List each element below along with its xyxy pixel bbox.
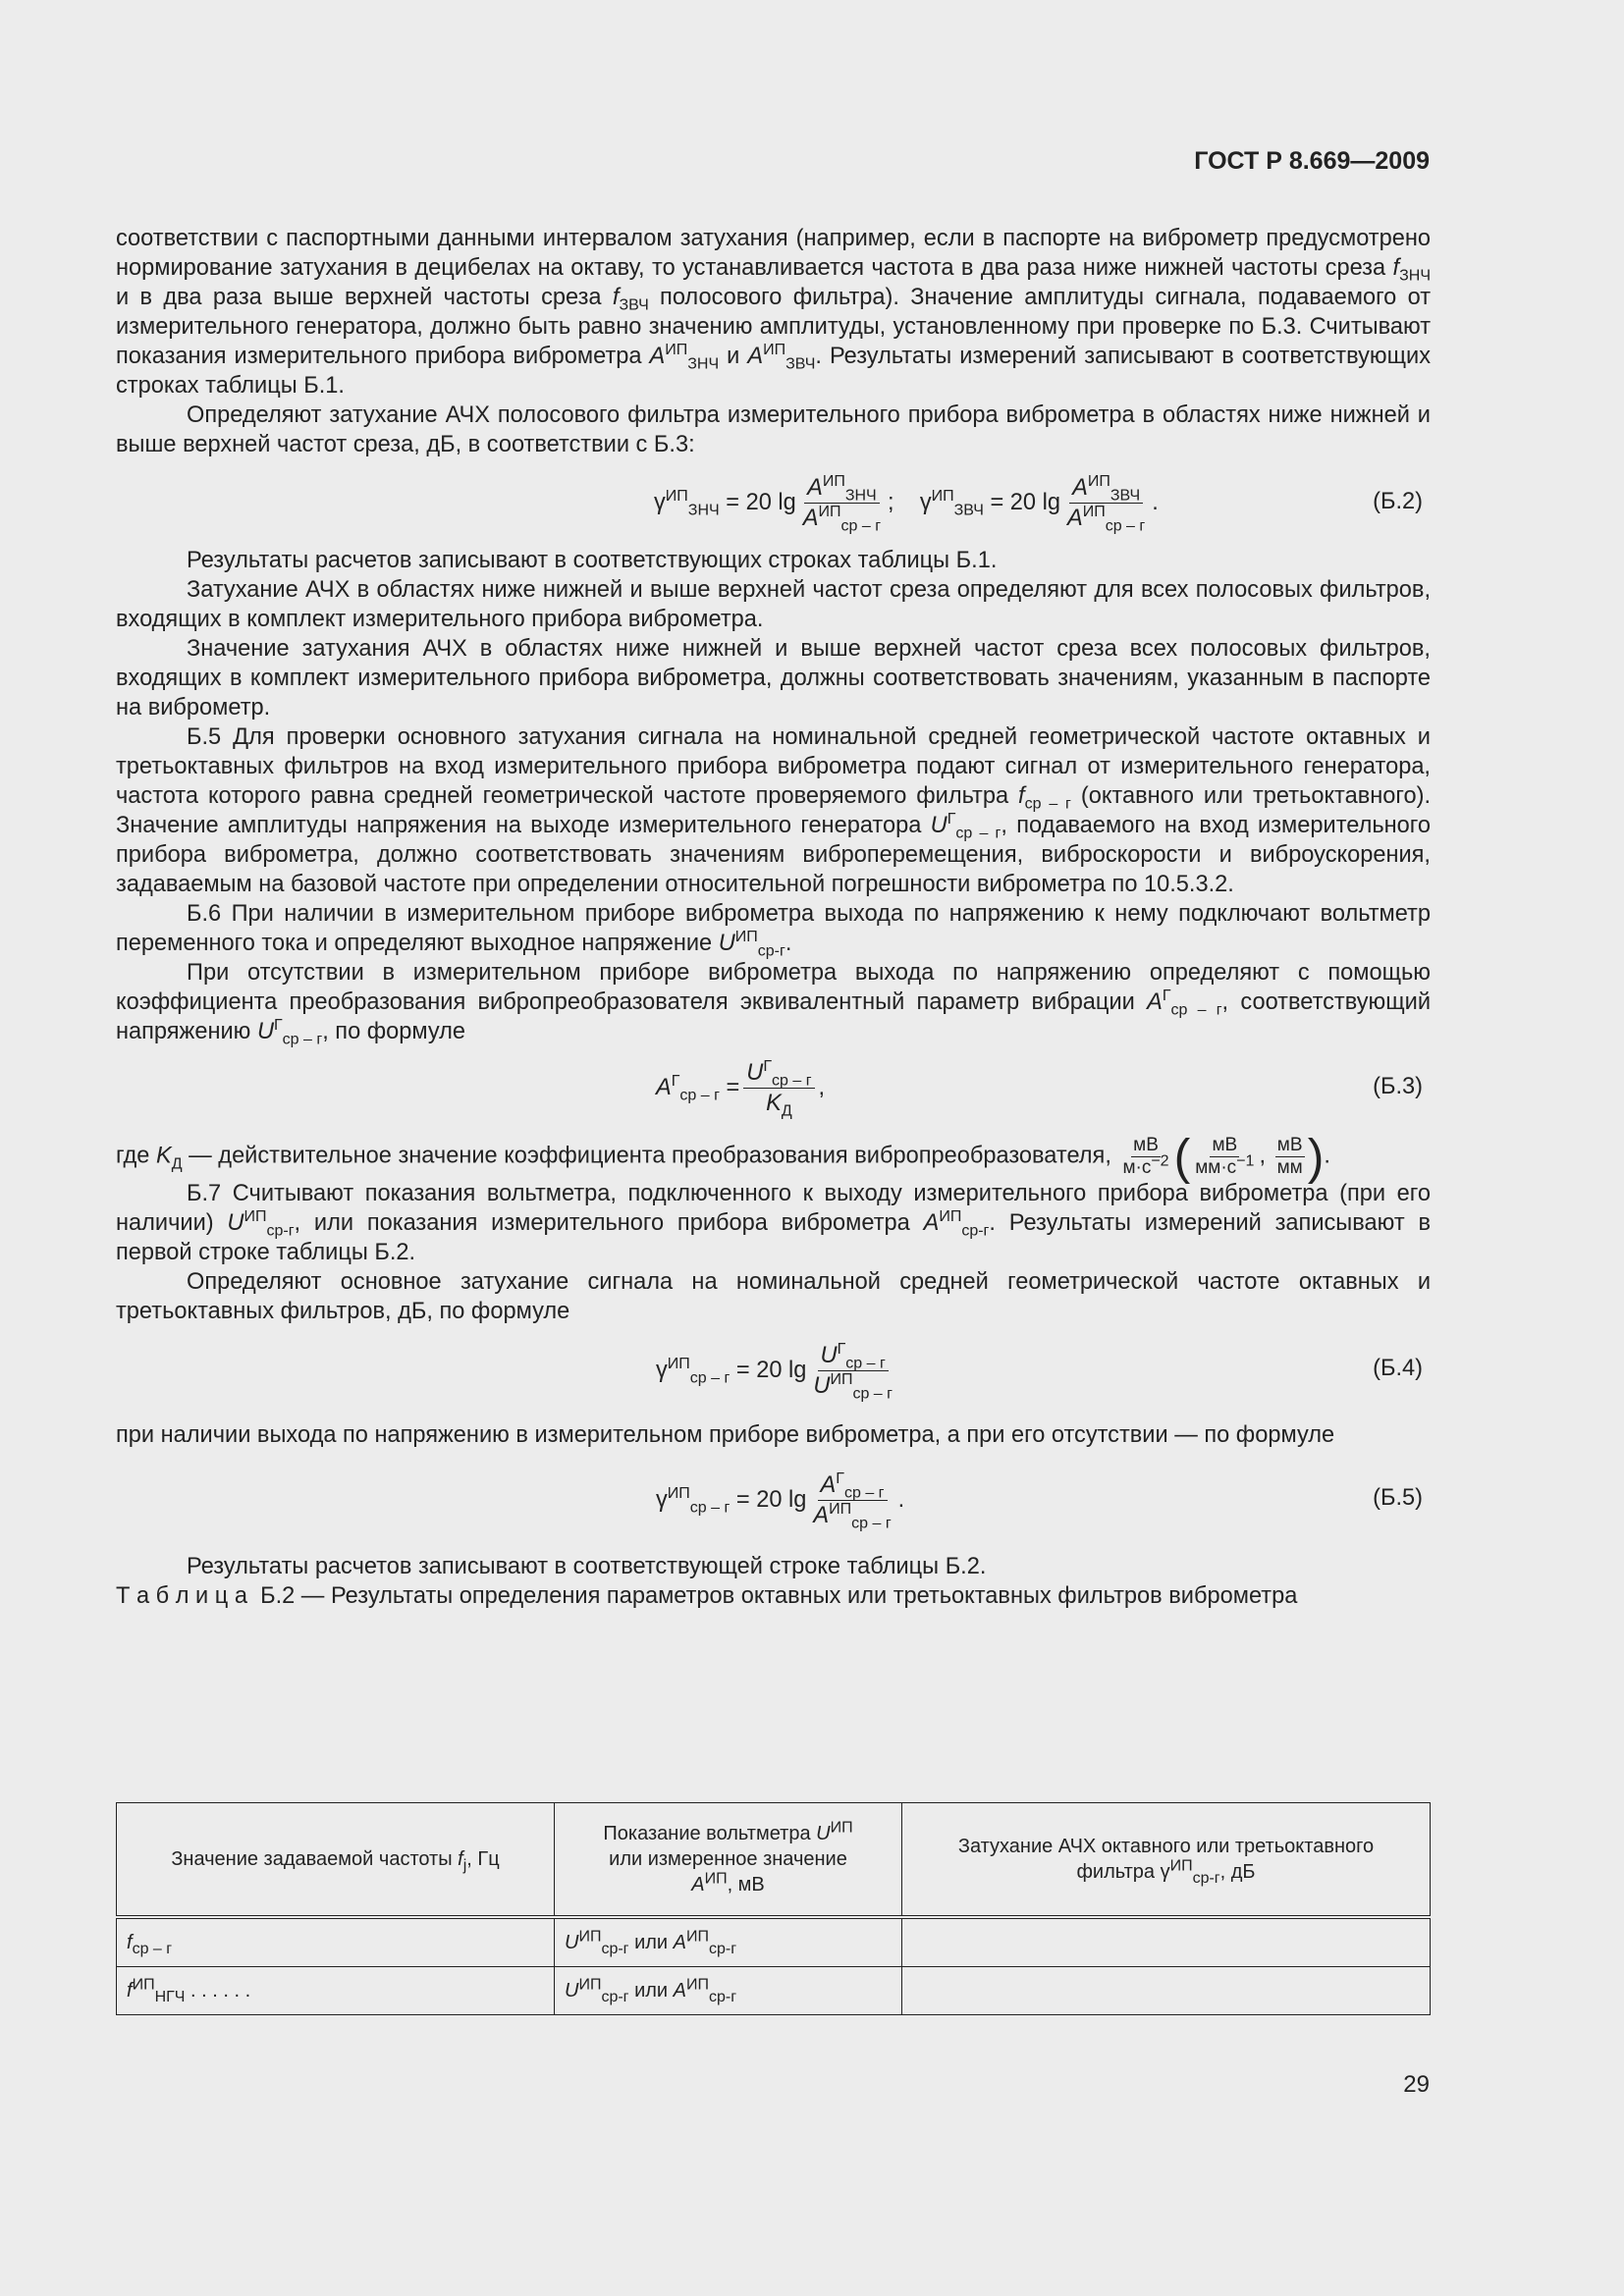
paragraph: Затухание АЧХ в областях ниже нижней и выше верхней частот среза определяют для всех полосовых фильтров, входящих в комплект измерительного прибора виброметра. — [116, 577, 1431, 632]
page-number: 29 — [1403, 2071, 1430, 2098]
paragraph: Значение затухания АЧХ в областях ниже нижней и выше верхней частот среза всех полосовых фильтров, входящих в комплект измерительного прибора виброметра, должны соответствовать значениям, указанным в паспорте на виброметр. — [116, 636, 1431, 721]
formula-number: (Б.5) — [1373, 1485, 1423, 1511]
formula-number: (Б.2) — [1373, 489, 1423, 514]
formula-b5: $\gamma^{ИП}_{ср - г}$ = 20 lg $\frac{A^Г_{ср - г}}{A^{ИП}_{ср - г}}$ . (Б.5) — [656, 1469, 1423, 1532]
paragraph: Б.5 Для проверки основного затухания сигнала на номинальной средней геометрической частоте октавных и третьоктавных фильтров на вход измерительного прибора виброметра подают сигнал от измерительного генератора, частота которого равна средней геометрической частоте проверяемого фильтра $f_{ср - г}$ (октавного или третьоктавного). Значение амплитуды напряжения на выходе измерительного генератора $U^Г_{ср - г}$, подаваемого на вход измерительного прибора виброметра, должно соответствовать значениям виброперемещения, виброскорости и виброускорения, задаваемым на базовой частоте при определении относительной погрешности виброметра по 10.5.3.2. — [116, 724, 1432, 897]
paragraph: Определяют затухание АЧХ полосового фильтра измерительного прибора виброметра в областях ниже нижней и выше верхней частот среза, дБ, в соответствии с Б.3: — [116, 402, 1431, 457]
table-cell: $f^{ИП}_{НГЧ}$ . . . . . . — [117, 1967, 555, 2015]
table-row — [117, 1967, 1431, 2015]
paragraph: Результаты расчетов записывают в соответствующих строках таблицы Б.1. — [187, 548, 998, 573]
table-cell: $U^{ИП}_{ср-г}$ или $A^{ИП}_{ср-г}$ — [555, 1917, 902, 1967]
paragraph: Определяют основное затухание сигнала на номинальной средней геометрической частоте октавных и третьоктавных фильтров, дБ, по формуле — [116, 1269, 1431, 1324]
results-table — [116, 1802, 1431, 2015]
table-cell — [902, 1967, 1431, 2015]
formula-b3: $A^Г_{ср - г}$ = $\frac{U^Г_{ср - г}}{K_Д}$ , (Б.3) — [656, 1057, 1423, 1120]
formula-number: (Б.4) — [1373, 1356, 1423, 1381]
document-header: ГОСТ Р 8.669—2009 — [1194, 147, 1430, 175]
paragraph: при наличии выхода по напряжению в измерительном приборе виброметра, а при его отсутствии — по формуле — [116, 1422, 1335, 1448]
table-header-cell: Показание вольтметра $U^{ИП}$ или измеренное значение $A^{ИП}$, мВ — [555, 1803, 902, 1918]
paragraph: соответствии с паспортными данными интервалом затухания (например, если в паспорте на виброметр предусмотрено нормирование затухания в децибелах на октаву, то устанавливается частота в два раза ниже нижней частоты среза $f_{ЗНЧ}$ и в два раза выше верхней частоты среза $f_{ЗВЧ}$ полосового фильтра). Значение амплитуды сигнала, подаваемого от измерительного генератора, должно быть равно значению амплитуды, установленному при проверке по Б.3. Считывают показания измерительного прибора виброметра $A^{ИП}_{ЗНЧ}$ и $A^{ИП}_{ЗВЧ}$. Результаты измерений записывают в соответствующих строках таблицы Б.1. — [116, 226, 1432, 399]
table-header-cell: Затухание АЧХ октавного или третьоктавного фильтра $\gamma^{ИП}_{ср-г}$, дБ — [902, 1803, 1431, 1918]
table-caption: Т а б л и ц а Б.2 — Результаты определения параметров октавных или третьоктавных фильтров виброметра — [116, 1583, 1298, 1609]
table-cell — [902, 1917, 1431, 1967]
formula-b2: $\gamma^{ИП}_{ЗНЧ}$ = 20 lg $\frac{A^{ИП}_{ЗНЧ}}{A^{ИП}_{ср - г}}$ ; $\gamma^{ИП}_{ЗВЧ}$ = 20 lg $\frac{A^{ИП}_{ЗВЧ}}{A^{ИП}_{ср - г}}$ . (Б.2) — [654, 472, 1423, 535]
paragraph: Результаты расчетов записывают в соответствующей строке таблицы Б.2. — [187, 1554, 987, 1579]
formula-b4: $\gamma^{ИП}_{ср - г}$ = 20 lg $\frac{U^Г_{ср - г}}{U^{ИП}_{ср - г}}$ (Б.4) — [656, 1340, 1423, 1403]
table-header-cell: Значение задаваемой частоты $f_j$, Гц — [117, 1803, 555, 1918]
formula-number: (Б.3) — [1373, 1074, 1423, 1099]
table-cell: $U^{ИП}_{ср-г}$ или $A^{ИП}_{ср-г}$ — [555, 1967, 902, 2015]
paragraph: Б.7 Считывают показания вольтметра, подключенного к выходу измерительного прибора виброметра (при его наличии) $U^{ИП}_{ср-г}$, или показания измерительного прибора виброметра $A^{ИП}_{ср-г}$. Результаты измерений записывают в первой строке таблицы Б.2. — [116, 1181, 1431, 1265]
table-cell: $f_{ср - г}$ — [117, 1917, 555, 1967]
table-row — [117, 1917, 1431, 1967]
paragraph: где $K_Д$ — действительное значение коэффициента преобразования вибропреобразователя, мВ $м\cdot с^{-2}$ ( мВ $мм\cdot с^{-1}$ , мВ мм ). — [116, 1129, 1330, 1185]
table-header-row — [117, 1803, 1431, 1918]
paragraph: Б.6 При наличии в измерительном приборе виброметра выхода по напряжению к нему подключают вольтметр переменного тока и определяют выходное напряжение $U^{ИП}_{ср-г}$. — [116, 901, 1431, 960]
document-body — [116, 224, 1431, 1611]
paragraph: При отсутствии в измерительном приборе виброметра выхода по напряжению определяют с помощью коэффициента преобразования вибропреобразователя эквивалентный параметр вибрации $A^Г_{ср - г}$, соответствующий напряжению $U^Г_{ср - г}$, по формуле — [116, 960, 1432, 1048]
